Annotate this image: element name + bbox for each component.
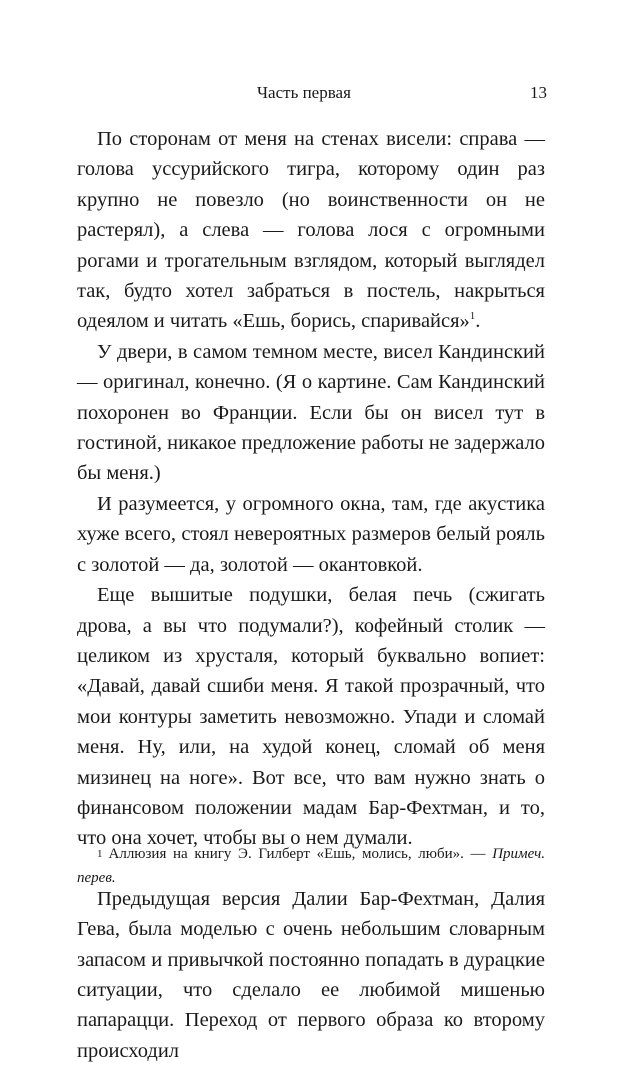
paragraph-4: Еще вышитые подушки, белая печь (сжигать дрова, а вы что подумали?), кофейный столик — целиком из хрусталя, который буквально вопиет: «Давай, давай сшиби меня. Я такой прозрачный, что мои контуры заметить невозможно. Упади и сломай меня. Ну, или, на худой конец, сломай об меня мизинец на ноге». Вот все, что вам нужно знать о финансовом положении мадам Бар-Фехтман, и то, что она хочет, чтобы вы о нем думали.	[77, 584, 545, 850]
paragraph-1	[77, 124, 545, 337]
paragraph-2: У двери, в самом темном месте, висел Кандинский — оригинал, конечно. (Я о картине. Сам Кандинский похоронен во Франции. Если бы он висел тут в гостиной, никакое предложение работы не задержало бы меня.)	[77, 340, 545, 485]
running-title: Часть первая	[257, 83, 351, 102]
footnote-translator-note: Примеч. перев.	[77, 846, 545, 886]
footnote	[77, 842, 545, 890]
page-number: 13	[530, 83, 547, 102]
running-header	[0, 83, 632, 107]
footnote-text: Аллюзия на книгу Э. Гилберт «Ешь, молись, люби». —	[108, 846, 493, 862]
footnote-reference: 1	[469, 310, 476, 323]
footnote-mark: 1	[97, 848, 103, 860]
paragraph-1-text: По сторонам от меня на стенах висели: справа — голова уссурийского тигра, которому один раз крупно не повезло (но воинственности он не растерял), а слева — голова лося с огромными рогами и трогательным взглядом, который выглядел так, будто хотел забраться в постель, накрыться одеялом и читать «Ешь, борись, спаривайся»	[77, 128, 545, 333]
paragraph-1-end: .	[475, 310, 481, 333]
footnote-paragraph	[77, 842, 545, 890]
paragraph-3: И разумеется, у огромного окна, там, где акустика хуже всего, стоял невероятных размеров белый рояль с золотой — да, золотой — окантовкой.	[77, 492, 545, 576]
main-text	[77, 124, 545, 1066]
paragraph-5: Предыдущая версия Далии Бар-Фехтман, Далия Гева, была моделью с очень небольшим словарным запасом и привычкой постоянно попадать в дурацкие ситуации, что сделало ее любимой мишенью папарацци. Переход от первого образа ко второму происходил	[77, 887, 545, 1062]
